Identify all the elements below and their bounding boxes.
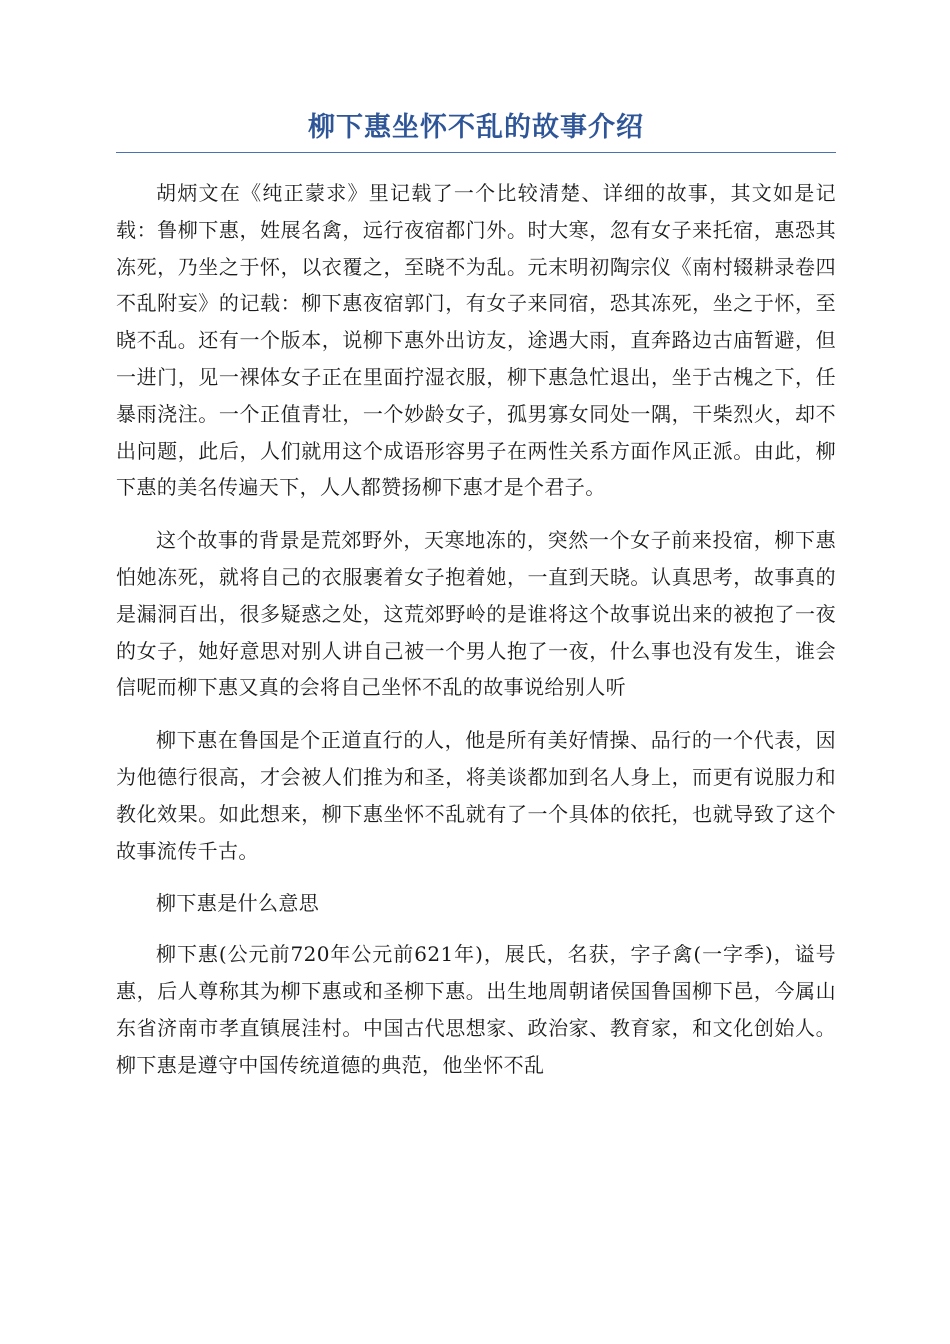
title-underline xyxy=(116,152,836,153)
document-page xyxy=(116,108,836,1099)
section-heading-meaning: 柳下惠是什么意思 xyxy=(156,891,320,916)
paragraph-moral-reputation: 柳下惠在鲁国是个正道直行的人，他是所有美好情操、品行的一个代表，因为他德行很高，才会被人们推为和圣，将美谈都加到名人身上，而更有说服力和教化效果。如此想来，柳下惠坐怀不乱就有了一个具体的依托，也就导致了这个故事流传千古。 xyxy=(116,728,836,863)
paragraph-record-versions: 胡炳文在《纯正蒙求》里记载了一个比较清楚、详细的故事，其文如是记载：鲁柳下惠，姓展名禽，远行夜宿都门外。时大寒，忽有女子来托宿，惠恐其冻死，乃坐之于怀，以衣覆之，至晓不为乱。元末明初陶宗仪《南村辍耕录卷四不乱附妄》的记载：柳下惠夜宿郭门，有女子来同宿，恐其冻死，坐之于怀，至晓不乱。还有一个版本，说柳下惠外出访友，途遇大雨，直奔路边古庙暂避，但一进门，见一裸体女子正在里面拧湿衣服，柳下惠急忙退出，坐于古槐之下，任暴雨浇注。一个正值青壮，一个妙龄女子，孤男寡女同处一隅，干柴烈火，却不出问题，此后，人们就用这个成语形容男子在两性关系方面作风正派。由此，柳下惠的美名传遍天下，人人都赞扬柳下惠才是个君子。 xyxy=(116,181,836,500)
paragraph-story-doubts: 这个故事的背景是荒郊野外，天寒地冻的，突然一个女子前来投宿，柳下惠怕她冻死，就将自己的衣服裹着女子抱着她，一直到天晓。认真思考，故事真的是漏洞百出，很多疑惑之处，这荒郊野岭的是谁将这个故事说出来的被抱了一夜的女子，她好意思对别人讲自己被一个男人抱了一夜，什么事也没有发生，谁会信呢而柳下惠又真的会将自己坐怀不乱的故事说给别人听 xyxy=(116,528,836,700)
paragraph-biography: 柳下惠(公元前720年公元前621年)，展氏，名获，字子禽(一字季)，谥号惠，后人尊称其为柳下惠或和圣柳下惠。出生地周朝诸侯国鲁国柳下邑，今属山东省济南市孝直镇展洼村。中国古代思想家、政治家、教育家，和文化创始人。柳下惠是遵守中国传统道德的典范，他坐怀不乱 xyxy=(116,942,836,1077)
document-title: 柳下惠坐怀不乱的故事介绍 xyxy=(308,112,644,143)
